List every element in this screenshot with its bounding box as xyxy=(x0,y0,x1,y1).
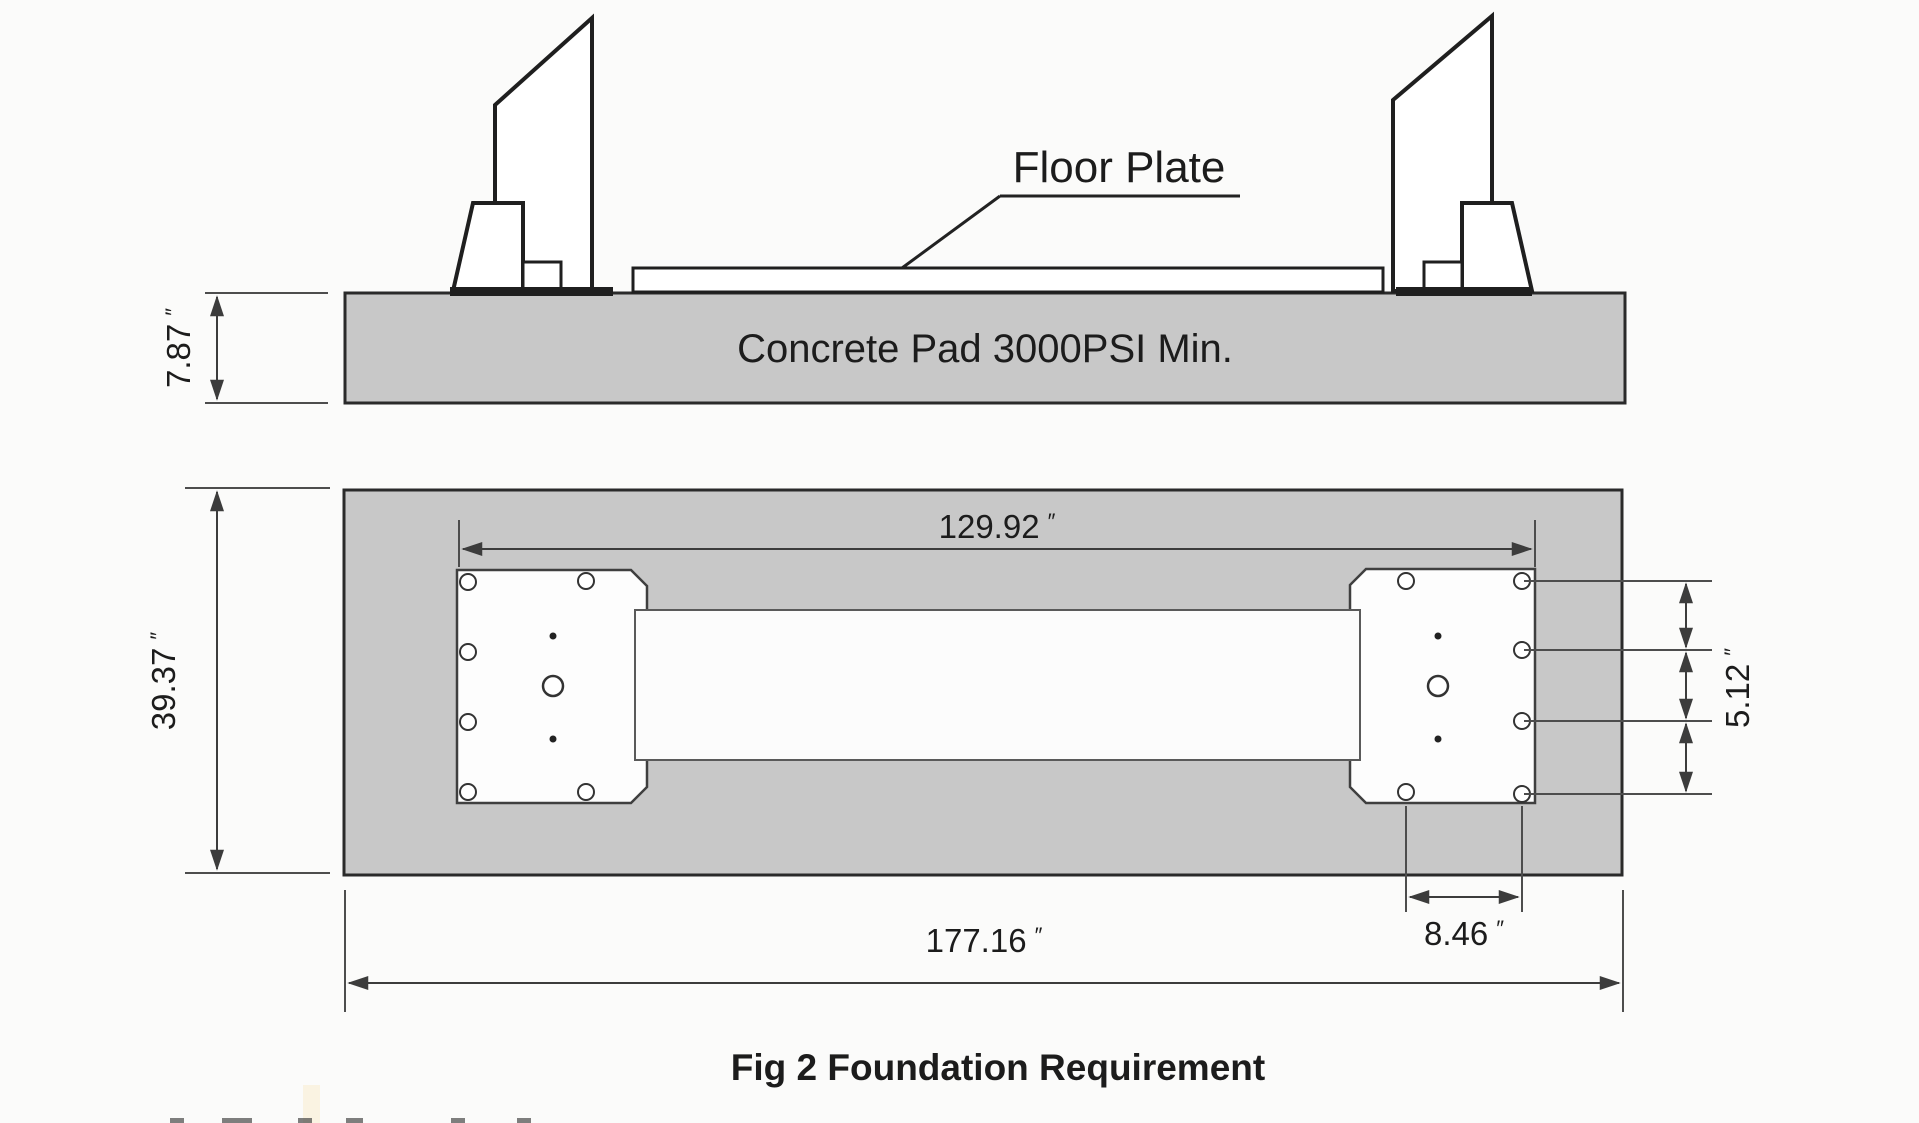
plan-view xyxy=(145,488,1756,1012)
anchor-hole xyxy=(460,784,476,800)
elevation-view xyxy=(160,16,1625,403)
left-post-baseplate xyxy=(450,287,613,296)
center-hole xyxy=(1428,676,1448,696)
clipped-glyph xyxy=(517,1118,531,1123)
anchor-hole xyxy=(460,714,476,730)
dimension-value-pad-length: 177.16 ″ xyxy=(925,922,1043,959)
anchor-hole xyxy=(1398,573,1414,589)
center-hole xyxy=(543,676,563,696)
right-post-step xyxy=(1424,262,1462,291)
floor-plate xyxy=(633,268,1383,292)
clipped-glyph xyxy=(298,1118,312,1123)
right-post xyxy=(1393,16,1532,296)
left-post-step xyxy=(523,262,561,291)
concrete-pad-label: Concrete Pad 3000PSI Min. xyxy=(737,327,1233,371)
scan-smudge xyxy=(303,1085,320,1123)
right-post-baseplate xyxy=(1396,287,1532,296)
pin-dot xyxy=(550,633,557,640)
clipped-text-artifact xyxy=(170,1085,531,1123)
clipped-glyph xyxy=(346,1118,363,1123)
floor-plate-plan-band xyxy=(635,610,1360,760)
left-post xyxy=(450,18,613,296)
figure-caption: Fig 2 Foundation Requirement xyxy=(730,1047,1266,1088)
floor-plate-callout xyxy=(902,143,1240,268)
dimension-value-plate-span: 129.92 ″ xyxy=(938,508,1056,545)
floor-plate-label: Floor Plate xyxy=(1012,143,1226,192)
dimension-pad-width xyxy=(145,488,330,873)
anchor-hole xyxy=(578,784,594,800)
dimension-value-anchor-spacing: 5.12″ xyxy=(1719,647,1756,729)
pin-dot xyxy=(1435,633,1442,640)
dimension-pad-thickness xyxy=(160,293,328,403)
dimension-value-anchor-span: 8.46 ″ xyxy=(1423,915,1505,952)
anchor-hole xyxy=(578,573,594,589)
clipped-glyph xyxy=(170,1118,184,1123)
left-post-gusset xyxy=(453,203,523,291)
clipped-glyph xyxy=(451,1118,465,1123)
dimension-value-pad-thickness: 7.87″ xyxy=(160,307,197,389)
anchor-hole xyxy=(460,574,476,590)
clipped-glyph xyxy=(222,1118,252,1123)
floor-plate-leader-line xyxy=(902,196,1000,268)
dimension-value-pad-width: 39.37″ xyxy=(145,631,182,731)
anchor-hole xyxy=(460,644,476,660)
pin-dot xyxy=(1435,736,1442,743)
pin-dot xyxy=(550,736,557,743)
anchor-hole xyxy=(1398,784,1414,800)
right-post-gusset xyxy=(1462,203,1532,291)
